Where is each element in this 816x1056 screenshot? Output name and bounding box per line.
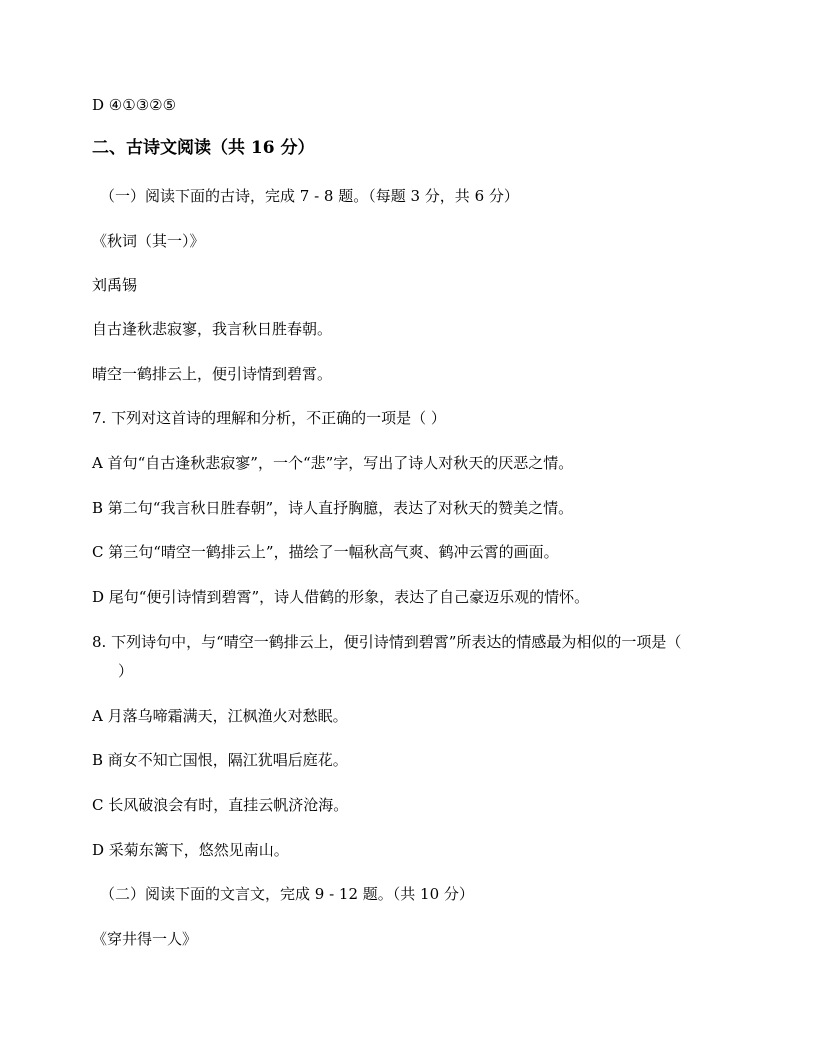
- question-8-option-c: C 长风破浪会有时，直挂云帆济沧海。: [92, 796, 349, 814]
- section-title: 二、古诗文阅读（共 16 分）: [92, 138, 315, 158]
- question-7-option-b: B 第二句“我言秋日胜春朝”，诗人直抒胸臆，表达了对秋天的赞美之情。: [92, 499, 574, 517]
- poem-author: 刘禹锡: [92, 276, 138, 294]
- question-8-option-a: A 月落乌啼霜满天，江枫渔火对愁眠。: [92, 707, 348, 725]
- poem-line-2: 晴空一鹤排云上，便引诗情到碧霄。: [92, 365, 333, 383]
- question-8-option-b: B 商女不知亡国恨，隔江犹唱后庭花。: [92, 751, 348, 769]
- part1-intro: （一）阅读下面的古诗，完成 7 - 8 题。（每题 3 分，共 6 分）: [100, 187, 519, 205]
- question-7-stem: 7. 下列对这首诗的理解和分析，不正确的一项是（ ）: [92, 409, 446, 427]
- question-8-stem-continuation: ）: [118, 662, 134, 680]
- prose-title: 《穿井得一人》: [92, 930, 198, 948]
- part2-intro: （二）阅读下面的文言文，完成 9 - 12 题。（共 10 分）: [100, 885, 474, 903]
- poem-line-1: 自古逢秋悲寂寥，我言秋日胜春朝。: [92, 320, 333, 338]
- option-d-previous: D ④①③②⑤: [92, 96, 177, 114]
- question-8-option-d: D 采菊东篱下，悠然见南山。: [92, 841, 289, 859]
- question-7-option-a: A 首句“自古逢秋悲寂寥”，一个“悲”字，写出了诗人对秋天的厌恶之情。: [92, 454, 574, 472]
- question-7-option-c: C 第三句“晴空一鹤排云上”，描绘了一幅秋高气爽、鹤冲云霄的画面。: [92, 543, 559, 561]
- question-8-stem: 8. 下列诗句中，与“晴空一鹤排云上，便引诗情到碧霄”所表达的情感最为相似的一项是（: [92, 633, 682, 651]
- poem-title: 《秋词（其一）》: [92, 232, 205, 250]
- question-7-option-d: D 尾句“便引诗情到碧霄”，诗人借鹤的形象，表达了自己豪迈乐观的情怀。: [92, 588, 590, 606]
